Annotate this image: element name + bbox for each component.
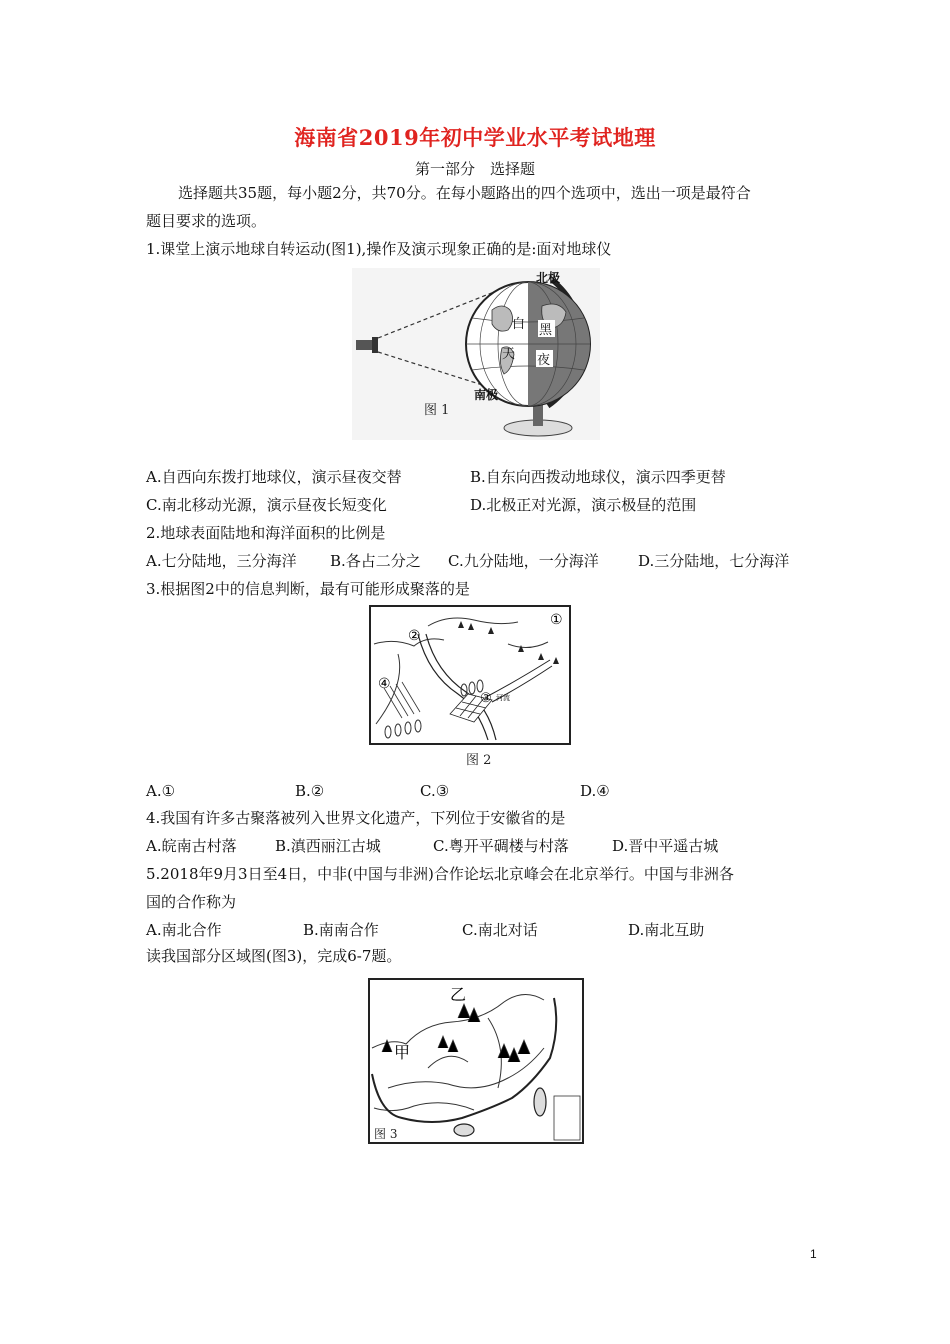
question-3-option-d: D.④ bbox=[580, 782, 610, 800]
label-day-1: 白 bbox=[512, 317, 526, 332]
question-3-option-c: C.③ bbox=[420, 782, 450, 800]
question-5-option-d: D.南北互助 bbox=[628, 921, 705, 939]
question-5-option-a: A.南北合作 bbox=[146, 921, 222, 939]
label-night-2: 夜 bbox=[537, 353, 551, 368]
question-1-option-a: A.自西向东拨打地球仪，演示昼夜交替 bbox=[146, 468, 402, 486]
question-4-stem: 4.我国有许多古聚落被列入世界文化遗产，下列位于安徽省的是 bbox=[146, 809, 566, 827]
question-2-option-a: A.七分陆地，三分海洋 bbox=[146, 552, 297, 570]
question-4-option-b: B.滇西丽江古城 bbox=[275, 837, 381, 855]
light-source-cap bbox=[372, 337, 378, 353]
question-5-option-c: C.南北对话 bbox=[462, 921, 538, 939]
intro-line-1: 选择题共35题，每小题2分，共70分。在每小题路出的四个选项中，选出一项是最符合 bbox=[178, 184, 751, 202]
label-north-pole: 北极 bbox=[536, 271, 561, 285]
figure-2-settlement-map bbox=[368, 604, 574, 770]
question-4-option-a: A.皖南古村落 bbox=[146, 837, 237, 855]
marker-1: ① bbox=[550, 612, 563, 628]
question-1-option-b: B.自东向西拨动地球仪，演示四季更替 bbox=[470, 468, 726, 486]
question-2-option-d: D.三分陆地，七分海洋 bbox=[638, 552, 790, 570]
label-south-pole: 南极 bbox=[474, 388, 499, 402]
question-5-option-b: B.南南合作 bbox=[303, 921, 379, 939]
question-2-option-b: B.各占二分之 bbox=[330, 552, 421, 570]
question-3-option-a: A.① bbox=[146, 782, 176, 800]
label-jia: 甲 bbox=[394, 1043, 411, 1062]
figure-1-globe bbox=[352, 268, 600, 440]
question-2-stem: 2.地球表面陆地和海洋面积的比例是 bbox=[146, 524, 386, 542]
marker-2: ② bbox=[408, 628, 421, 644]
question-4-option-d: D.晋中平遥古城 bbox=[612, 837, 719, 855]
figure-3-taiwan bbox=[534, 1088, 546, 1116]
question-1-stem: 1.课堂上演示地球自转运动(图1),操作及演示现象正确的是:面对地球仪 bbox=[146, 240, 612, 258]
figure-3-inset bbox=[554, 1096, 580, 1140]
figure-1-caption: 图 1 bbox=[424, 403, 450, 418]
marker-3: ③ bbox=[480, 691, 492, 706]
figure-2-caption: 图 2 bbox=[466, 753, 492, 768]
section-subtitle: 第一部分 选择题 bbox=[414, 160, 535, 178]
figure-3-region-map bbox=[368, 978, 584, 1146]
marker-4: ④ bbox=[378, 676, 391, 692]
question-1-option-c: C.南北移动光源，演示昼夜长短变化 bbox=[146, 496, 387, 514]
figure-3-hainan bbox=[454, 1124, 474, 1136]
question-1-option-d: D.北极正对光源，演示极昼的范围 bbox=[470, 496, 697, 514]
question-2-option-c: C.九分陆地，一分海洋 bbox=[448, 552, 599, 570]
figure-3-caption: 图 3 bbox=[374, 1127, 398, 1141]
question-5-stem-cont: 国的合作称为 bbox=[146, 893, 237, 911]
read-instruction: 读我国部分区域图(图3)，完成6-7题。 bbox=[146, 947, 402, 965]
river-label: 河流 bbox=[496, 694, 510, 702]
label-yi: 乙 bbox=[450, 985, 467, 1004]
question-4-option-c: C.粤开平碉楼与村落 bbox=[433, 837, 569, 855]
label-day-2: 天 bbox=[502, 347, 516, 362]
question-3-option-b: B.② bbox=[295, 782, 325, 800]
question-3-stem: 3.根据图2中的信息判断，最有可能形成聚落的是 bbox=[146, 580, 470, 598]
question-5-stem: 5.2018年9月3日至4日，中非(中国与非洲)合作论坛北京峰会在北京举行。中国与非洲各 bbox=[146, 865, 734, 883]
intro-line-2: 题目要求的选项。 bbox=[146, 212, 267, 230]
page-number: 1 bbox=[810, 1247, 817, 1261]
page-title: 海南省2019年初中学业水平考试地理 bbox=[294, 125, 656, 150]
label-night-1: 黑 bbox=[539, 323, 553, 338]
